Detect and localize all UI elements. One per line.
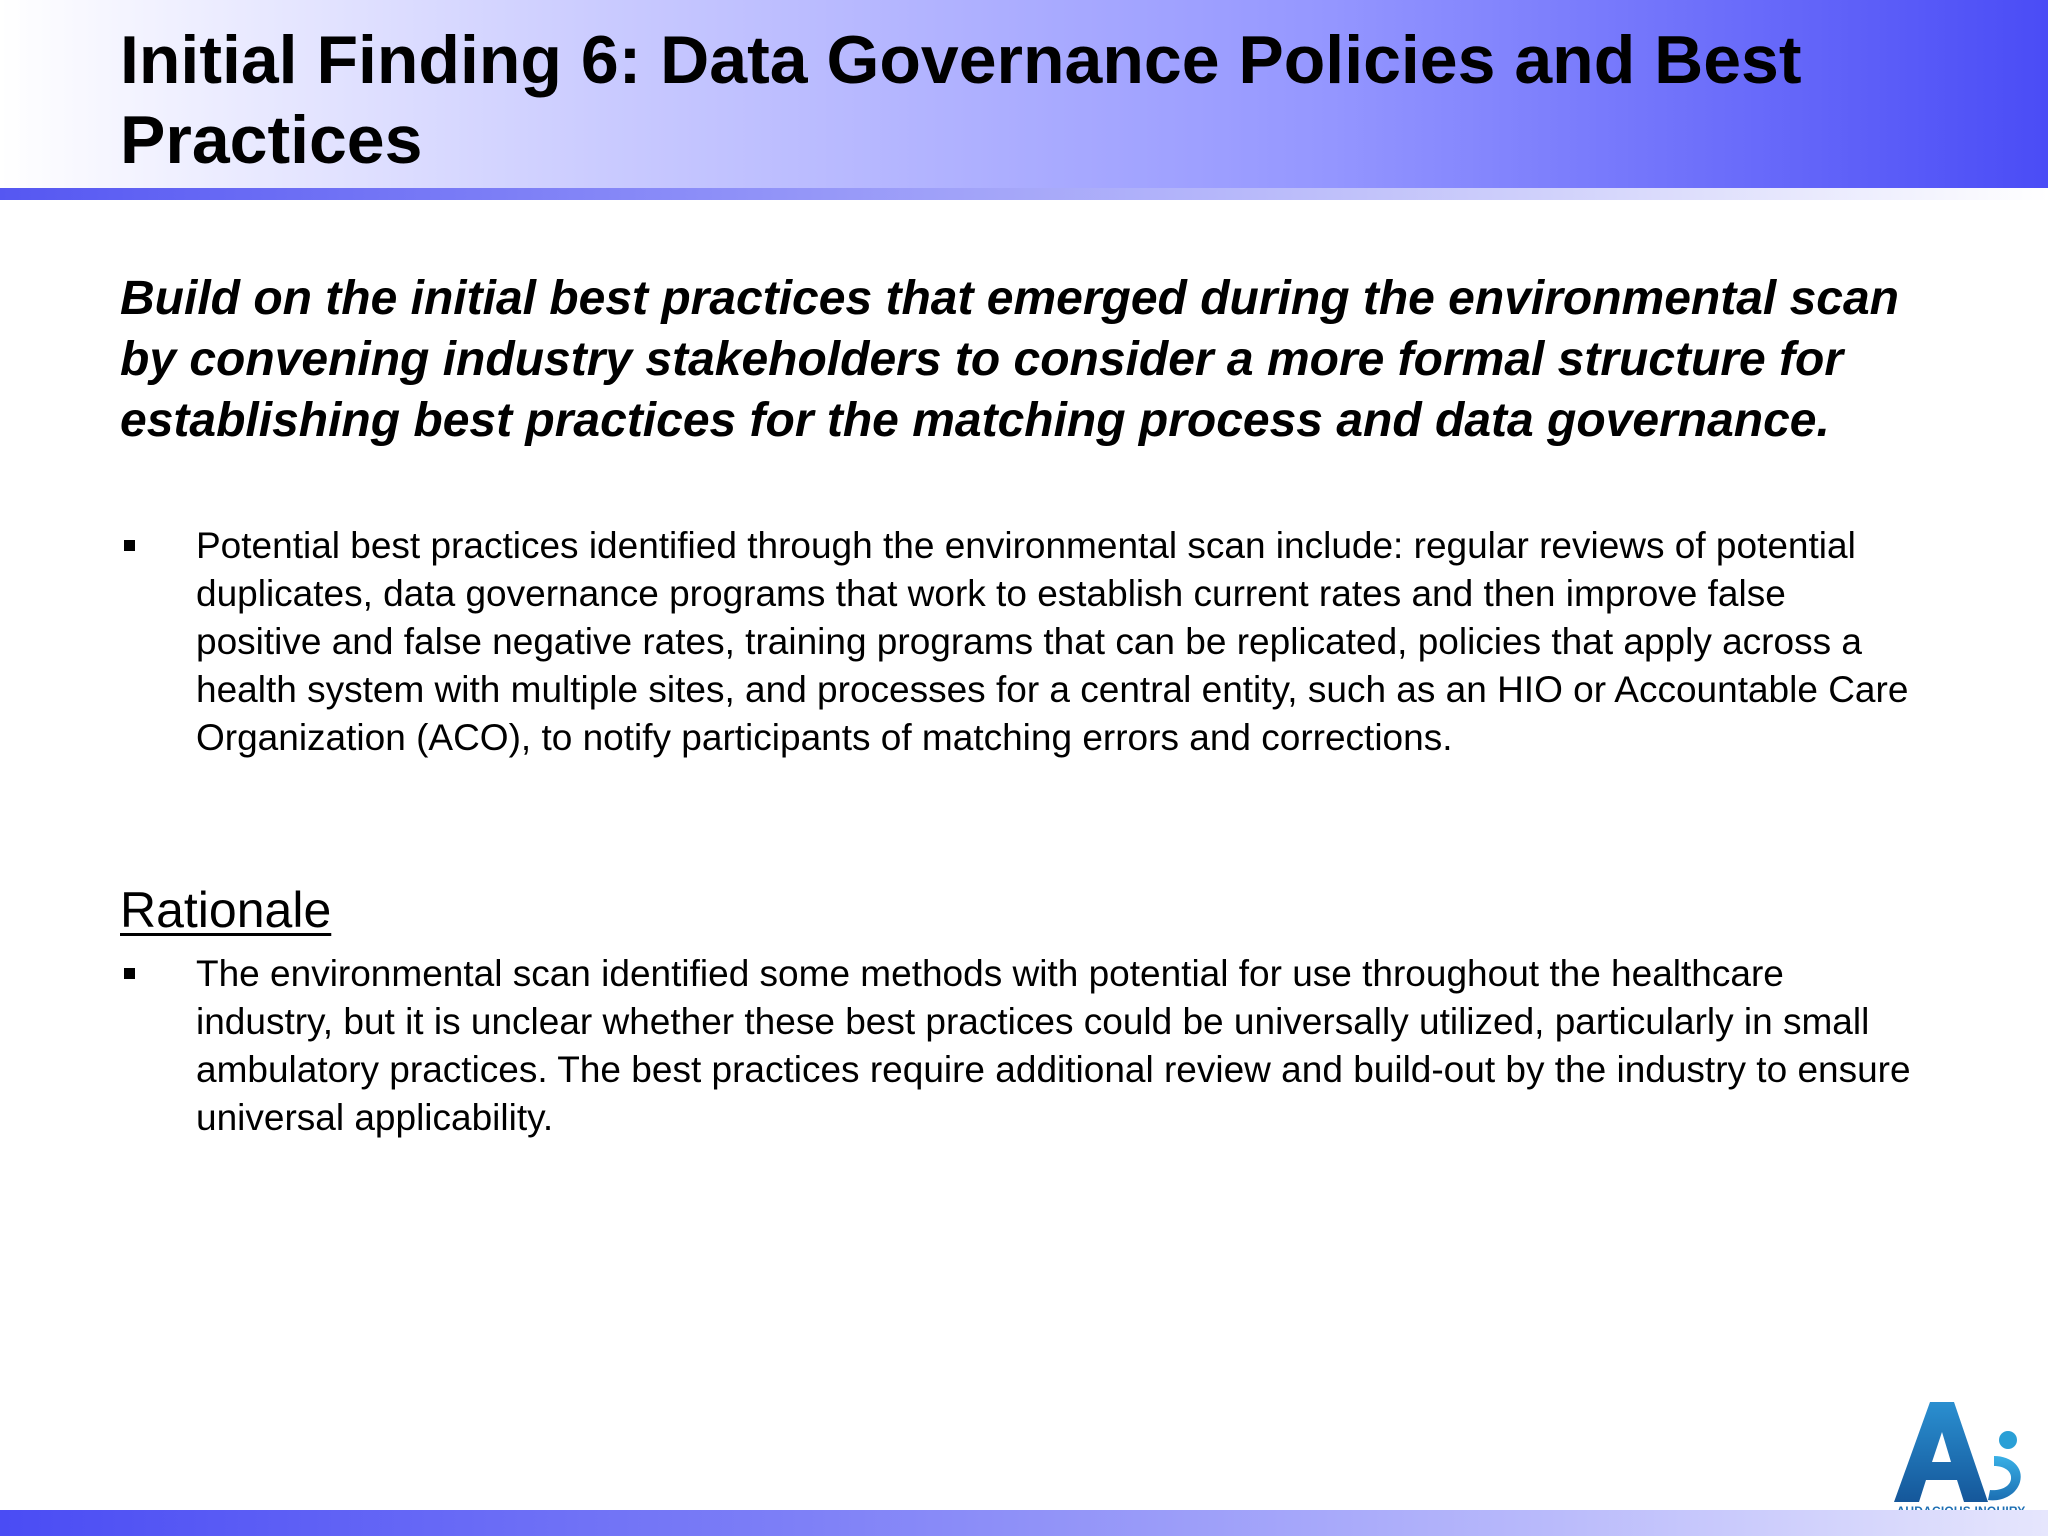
footer-bar [0, 1510, 2048, 1536]
square-bullet-icon [124, 540, 135, 551]
logo-dot [1999, 1431, 2017, 1449]
audacious-inquiry-logo-icon [1890, 1394, 2030, 1520]
square-bullet-icon [124, 968, 135, 979]
rationale-heading: Rationale [120, 882, 332, 938]
rationale-bullet [120, 950, 1920, 1142]
slide-title: Initial Finding 6: Data Governance Policies and Best Practices [120, 22, 1802, 178]
finding-bullet [120, 522, 1920, 762]
title-underline [0, 188, 2048, 200]
finding-bullet-text: Potential best practices identified through the environmental scan include: regular reviews of potential duplicates, data governance programs that work to establish current rates and then improve false positive and false negative rates, training programs that can be replicated, policies that apply across a health system with multiple sites, and processes for a central entity, such as an HIO or Accountable Care Organization (ACO), to notify participants of matching errors and corrections. [196, 525, 1909, 758]
logo-letter-a [1894, 1402, 1988, 1502]
logo-swirl [1988, 1456, 2021, 1500]
rationale-bullet-text: The environmental scan identified some methods with potential for use throughout the healthcare industry, but it is unclear whether these best practices could be universally utilized, particularly in small ambulatory practices. The best practices require additional review and build-out by the industry to ensure universal applicability. [196, 953, 1911, 1138]
lead-statement: Build on the initial best practices that emerged during the environmental scan by convening industry stakeholders to consider a more formal structure for establishing best practices for the matching process and data governance. [120, 272, 1899, 447]
